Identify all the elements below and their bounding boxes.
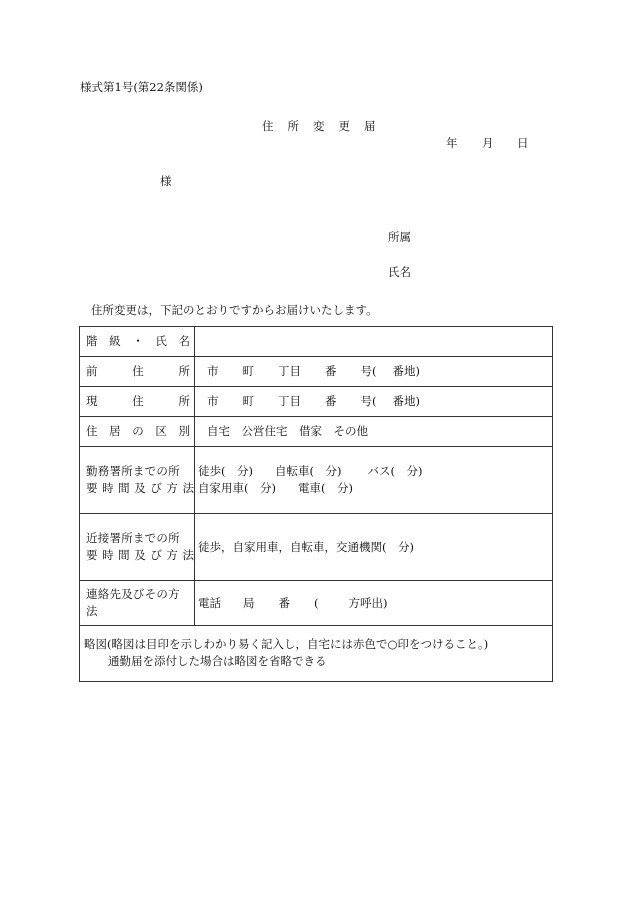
contact-label: 連絡先及びその方 法 bbox=[80, 581, 195, 626]
intro-text: 住所変更は，下記のとおりですからお届けいたします。 bbox=[91, 303, 378, 317]
map-area[interactable] bbox=[80, 626, 553, 682]
row-contact bbox=[80, 581, 553, 626]
contact-field[interactable]: 電話 局 番 ( 方呼出) bbox=[195, 581, 553, 626]
commute-nearby-field[interactable]: 徒歩，自家用車，自転車，交通機関( 分) bbox=[195, 514, 553, 581]
current-address-label: 現 住 所 bbox=[80, 387, 195, 417]
previous-address-field[interactable]: 市 町 丁目 番 号( 番地) bbox=[195, 357, 553, 387]
previous-address-label: 前 住 所 bbox=[80, 357, 195, 387]
row-current-address bbox=[80, 387, 553, 417]
addressee-suffix: 様 bbox=[160, 174, 172, 188]
address-change-table bbox=[79, 326, 553, 682]
name-label: 氏名 bbox=[388, 265, 411, 279]
rank-name-label: 階 級 ・ 氏 名 bbox=[80, 327, 195, 357]
map-instruction: 略図(略図は目印を示しわかり易く記入し，自宅には赤色で○印をつけること。) bbox=[84, 637, 489, 651]
map-note: 通勤届を添付した場合は略図を省略できる bbox=[108, 653, 327, 668]
row-rank-name bbox=[80, 327, 553, 357]
residence-type-options[interactable]: 自宅 公営住宅 借家 その他 bbox=[195, 417, 553, 447]
affiliation-label: 所属 bbox=[388, 230, 411, 244]
form-title: 住 所 変 更 届 bbox=[262, 119, 381, 133]
rank-name-field[interactable] bbox=[195, 327, 553, 357]
form-number: 様式第1号(第22条関係) bbox=[80, 80, 203, 94]
row-commute-office bbox=[80, 447, 553, 514]
date-day-label: 日 bbox=[517, 136, 529, 150]
date-month-label: 月 bbox=[482, 136, 494, 150]
row-residence-type bbox=[80, 417, 553, 447]
row-commute-nearby bbox=[80, 514, 553, 581]
commute-office-label: 勤務署所までの所 要 時 間 及 び 方 法 bbox=[80, 447, 195, 514]
row-map bbox=[80, 626, 553, 682]
date-year-label: 年 bbox=[446, 136, 458, 150]
current-address-field[interactable]: 市 町 丁目 番 号( 番地) bbox=[195, 387, 553, 417]
commute-nearby-label: 近接署所までの所 要 時 間 及 び 方 法 bbox=[80, 514, 195, 581]
row-previous-address bbox=[80, 357, 553, 387]
commute-office-field[interactable]: 徒歩( 分) 自転車( 分) バス( 分) 自家用車( 分) 電車( 分) bbox=[195, 447, 553, 514]
residence-type-label: 住 居 の 区 別 bbox=[80, 417, 195, 447]
